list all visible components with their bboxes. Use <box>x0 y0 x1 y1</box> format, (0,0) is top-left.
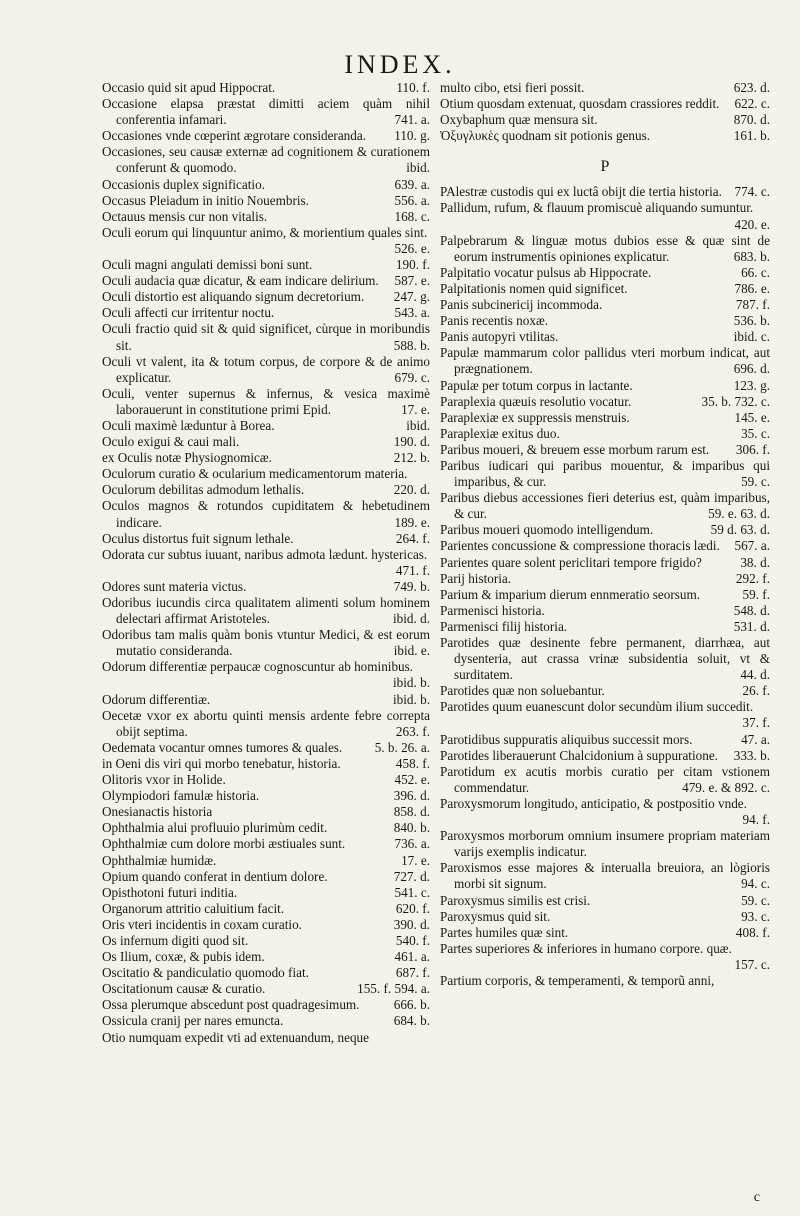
entry-page-ref: 471. f. <box>395 562 430 578</box>
index-entry <box>440 184 770 200</box>
entry-page-ref: 858. d. <box>393 804 430 820</box>
index-entry <box>102 933 430 949</box>
index-entry <box>440 587 770 603</box>
entry-page-ref: 110. g. <box>394 128 430 144</box>
entry-page-ref: 263. f. <box>395 723 430 739</box>
index-entry <box>440 281 770 297</box>
index-entry <box>102 354 430 386</box>
index-entry <box>440 973 770 989</box>
entry-page-ref: 123. g. <box>733 377 770 393</box>
index-entry <box>440 96 770 112</box>
entry-text: Parotides quæ desinente febre permanent, diarrhæa, aut dysenteria, aut crassa vrinæ subsidentia soluit, vt & surditatem. <box>440 635 770 683</box>
index-entry <box>102 209 430 225</box>
index-entry <box>102 740 430 756</box>
entry-page-ref: ibid. c. <box>733 329 770 345</box>
index-entry <box>440 128 770 144</box>
entry-text: Oecetæ vxor ex abortu quinti mensis ardente febre correpta obijt septima. <box>102 707 430 739</box>
entry-text: Parotides quum euanescunt dolor secundùm ilium succedit. <box>440 699 754 715</box>
index-entry <box>440 796 770 828</box>
entry-text: Occasus Pleiadum in initio Nouembris. <box>102 192 309 208</box>
index-entry <box>440 80 770 96</box>
entry-page-ref: 155. f. 594. a. <box>357 981 430 997</box>
entry-page-ref: 59. f. <box>742 586 770 602</box>
entry-page-ref: 541. c. <box>394 884 430 900</box>
entry-page-ref: 59. e. 63. d. <box>708 506 770 522</box>
entry-text: Paroxismos esse majores & interualla breuiora, an lògioris morbi sit signum. <box>440 860 770 892</box>
index-entry <box>102 547 430 579</box>
entry-page-ref: 145. e. <box>734 409 770 425</box>
entry-text: Papulæ mammarum color pallidus vteri morbum indicat, aut prægnationem. <box>440 345 770 377</box>
index-entry <box>102 853 430 869</box>
entry-text: Oculi vt valent, ita & totum corpus, de corpore & de animo explicatur. <box>102 353 430 385</box>
index-entry <box>102 531 430 547</box>
entry-text: Parium & imparium dierum ennmeratio seorsum. <box>440 586 701 602</box>
entry-page-ref: 220. d. <box>393 482 430 498</box>
entry-text: Oculi maximè læduntur à Borea. <box>102 417 275 433</box>
index-entry <box>440 394 770 410</box>
entry-page-ref: 189. e. <box>394 514 430 530</box>
entry-text: Oculi affecti cur irritentur noctu. <box>102 305 275 321</box>
entry-page-ref: 786. e. <box>734 280 770 296</box>
index-entry <box>440 828 770 860</box>
entry-page-ref: ibid. e. <box>393 643 430 659</box>
entry-page-ref: 35. b. 732. c. <box>701 393 770 409</box>
index-entry <box>440 748 770 764</box>
entry-text: Paribus iudicari qui paribus mouentur, & imparibus qui imparibus, & cur. <box>440 457 770 490</box>
entry-text: Panis subcinericij incommoda. <box>440 297 603 313</box>
entry-page-ref: 567. a. <box>734 538 770 554</box>
entry-text: Parientes quare solent periclitari tempore frigido? <box>440 554 702 570</box>
entry-text: Oculi fractio quid sit & quid significet, cùrque in moribundis sit. <box>102 321 430 353</box>
entry-page-ref: 17. e. <box>401 852 430 868</box>
entry-text: Otio numquam expedit vti ad extenuandum, neque <box>102 1029 369 1045</box>
index-entry <box>440 571 770 587</box>
entry-page-ref: 696. d. <box>733 361 770 377</box>
entry-page-ref: 639. a. <box>394 176 430 192</box>
entry-text: Opium quando conferat in dentium dolore. <box>102 868 328 884</box>
index-entry <box>102 289 430 305</box>
index-entry <box>102 885 430 901</box>
index-entry <box>440 200 770 232</box>
entry-page-ref: 540. f. <box>395 932 430 948</box>
entry-text: Ossicula cranij per nares emuncta. <box>102 1013 284 1029</box>
entry-page-ref: 548. d. <box>733 602 770 618</box>
index-entry <box>440 538 770 554</box>
entry-page-ref: 587. e. <box>394 273 430 289</box>
entry-text: Palpitatio vocatur pulsus ab Hippocrate. <box>440 264 652 280</box>
entry-text: in Oeni dis viri qui morbo tenebatur, historia. <box>102 755 341 771</box>
entry-text: Paraplexia quæuis resolutio vocatur. <box>440 393 632 409</box>
entry-text: Odorum differentiæ perpaucæ cognoscuntur ab hominibus. <box>102 659 414 675</box>
index-entry <box>102 1013 430 1029</box>
index-entry <box>440 426 770 442</box>
index-entry <box>440 522 770 538</box>
index-entry <box>102 273 430 289</box>
entry-page-ref: 420. e. <box>734 216 770 232</box>
entry-text: Parotidibus suppuratis aliquibus successit mors. <box>440 731 693 747</box>
index-entry <box>440 555 770 571</box>
index-entry <box>102 321 430 353</box>
entry-text: Oculorum debilitas admodum lethalis. <box>102 482 305 498</box>
index-entry <box>102 80 430 96</box>
entry-page-ref: 531. d. <box>733 618 770 634</box>
entry-page-ref: 93. c. <box>741 908 770 924</box>
index-entry <box>102 627 430 659</box>
entry-page-ref: 38. d. <box>740 554 770 570</box>
index-entry <box>440 345 770 377</box>
entry-page-ref: 264. f. <box>395 530 430 546</box>
entry-text: Octauus mensis cur non vitalis. <box>102 208 268 224</box>
entry-text: Organorum attritio caluitium facit. <box>102 900 285 916</box>
index-entry <box>102 144 430 176</box>
entry-text: Paroxysmorum longitudo, anticipatio, & postpositio vnde. <box>440 795 747 811</box>
entry-text: Olitoris vxor in Holide. <box>102 772 226 788</box>
page-title: INDEX. <box>344 50 456 79</box>
entry-text: Occasiones vnde cœperint ægrotare consideranda. <box>102 128 367 144</box>
entry-page-ref: 727. d. <box>393 868 430 884</box>
index-entry <box>102 193 430 209</box>
index-entry <box>102 418 430 434</box>
entry-page-ref: 94. f. <box>742 812 770 828</box>
entry-page-ref: 536. b. <box>733 313 770 329</box>
entry-page-ref: 47. a. <box>741 731 770 747</box>
index-entry <box>102 869 430 885</box>
index-entry <box>440 233 770 265</box>
index-entry <box>440 860 770 892</box>
entry-page-ref: 66. c. <box>741 264 770 280</box>
entry-text: Palpitationis nomen quid significet. <box>440 280 628 296</box>
entry-text: Paroxysmus quid sit. <box>440 908 551 924</box>
left-column <box>102 80 430 1046</box>
entry-text: Papulæ per totum corpus in lactante. <box>440 377 633 393</box>
entry-page-ref: 5. b. 26. a. <box>374 739 430 755</box>
entry-page-ref: 526. e. <box>394 240 430 256</box>
index-entry <box>440 410 770 426</box>
entry-page-ref: 247. g. <box>393 289 430 305</box>
right-column-p-entries <box>440 184 770 989</box>
entry-page-ref: 687. f. <box>395 965 430 981</box>
entry-text: Oculus distortus fuit signum lethale. <box>102 530 294 546</box>
entry-page-ref: 17. e. <box>401 401 430 417</box>
index-entry <box>102 804 430 820</box>
entry-page-ref: 292. f. <box>735 570 770 586</box>
index-entry <box>440 329 770 345</box>
index-entry <box>440 909 770 925</box>
entry-text: Oculi, venter supernus & infernus, & vesica maximè laborauerunt in constitutione primi Epid. <box>102 385 430 417</box>
entry-text: Otium quosdam extenuat, quosdam crassiores reddit. <box>440 96 720 112</box>
entry-text: Paroxysmus similis est crisi. <box>440 892 591 908</box>
entry-text: Paraplexiæ ex suppressis menstruis. <box>440 409 630 425</box>
catchword: c <box>753 1190 760 1205</box>
entry-page-ref: 622. c. <box>734 96 770 112</box>
entry-text: Ossa plerumque abscedunt post quadragesimum. <box>102 997 360 1013</box>
index-entry <box>440 893 770 909</box>
entry-page-ref: 190. d. <box>393 434 430 450</box>
index-entry <box>440 265 770 281</box>
entry-text: Parientes concussione & compressione thoracis lædi. <box>440 538 720 554</box>
index-entry <box>102 257 430 273</box>
entry-page-ref: 461. a. <box>394 949 430 965</box>
entry-page-ref: 157. c. <box>734 956 770 972</box>
index-entry <box>102 466 430 482</box>
index-entry <box>102 917 430 933</box>
entry-text: Occasione elapsa præstat dimitti aciem quàm nihil conferentia infamari. <box>102 96 430 128</box>
entry-page-ref: 588. b. <box>393 337 430 353</box>
entry-text: Onesianactis historia <box>102 804 213 820</box>
entry-page-ref: 59. c. <box>741 892 770 908</box>
entry-page-ref: 37. f. <box>742 715 770 731</box>
index-entry <box>102 772 430 788</box>
entry-text: Parotides quæ non soluebantur. <box>440 683 605 699</box>
entry-text: Parmenisci filij historia. <box>440 618 568 634</box>
index-entry <box>102 305 430 321</box>
index-entry <box>102 965 430 981</box>
index-entry <box>440 603 770 619</box>
index-entry <box>102 96 430 128</box>
entry-page-ref: 306. f. <box>735 441 770 457</box>
entry-page-ref: ibid. b. <box>393 691 430 707</box>
entry-page-ref: 26. f. <box>742 683 770 699</box>
entry-text: Paribus moueri quomodo intelligendum. <box>440 522 654 538</box>
entry-text: Palpebrarum & linguæ motus dubios esse & quæ sint de eorum instrumentis opiniones explicatur. <box>440 232 770 264</box>
entry-text: Oscitatio & pandiculatio quomodo fiat. <box>102 965 309 981</box>
index-entry <box>102 595 430 627</box>
entry-text: Paraplexiæ exitus duo. <box>440 425 560 441</box>
entry-text: Os infernum digiti quod sit. <box>102 932 249 948</box>
entry-page-ref: 479. e. & 892. c. <box>682 779 770 795</box>
index-entry <box>102 434 430 450</box>
entry-text: Oxybaphum quæ mensura sit. <box>440 112 598 128</box>
entry-page-ref: 212. b. <box>393 450 430 466</box>
entry-page-ref: 556. a. <box>394 192 430 208</box>
entry-page-ref: 679. c. <box>394 369 430 385</box>
entry-page-ref: 333. b. <box>733 747 770 763</box>
entry-text: Odoribus iucundis circa qualitatem alimenti solum hominem delectari affirmat Aristoteles. <box>102 595 430 627</box>
index-entry <box>102 579 430 595</box>
entry-page-ref: 741. a. <box>394 112 430 128</box>
index-entry <box>440 732 770 748</box>
entry-text: Panis autopyri vtilitas. <box>440 329 559 345</box>
entry-page-ref: ibid. d. <box>393 611 430 627</box>
index-entry <box>440 313 770 329</box>
entry-text: Odorata cur subtus iuuant, naribus admota lædunt. hystericas. <box>102 546 428 562</box>
entry-text: Os Ilium, coxæ, & pubis idem. <box>102 949 265 965</box>
index-entry <box>102 498 430 530</box>
entry-text: Odorum differentiæ. <box>102 691 211 707</box>
entry-text: Ophthalmia alui profluuio plurimùm cedit. <box>102 820 328 836</box>
entry-page-ref: 168. c. <box>394 208 430 224</box>
entry-text: Parij historia. <box>440 570 512 586</box>
section-letter: P <box>600 158 610 176</box>
index-entry <box>440 442 770 458</box>
index-entry <box>102 128 430 144</box>
entry-page-ref: 787. f. <box>735 297 770 313</box>
entry-text: Odores sunt materia victus. <box>102 578 247 594</box>
entry-text: ex Oculis notæ Physiognomicæ. <box>102 450 272 466</box>
index-entry <box>102 659 430 691</box>
entry-page-ref: 35. c. <box>741 425 770 441</box>
entry-text: Parotides liberauerunt Chalcidonium à suppuratione. <box>440 747 718 763</box>
entry-text: Ophthalmiæ humidæ. <box>102 852 217 868</box>
entry-page-ref: 749. b. <box>393 578 430 594</box>
index-entry <box>102 450 430 466</box>
entry-text: Odoribus tam malis quàm bonis vtuntur Medici, & est eorum mutatio consideranda. <box>102 627 430 659</box>
entry-text: Paribus moueri, & breuem esse morbum rarum est. <box>440 441 710 457</box>
entry-text: Paribus diebus accessiones fieri deterius est, quàm imparibus, & cur. <box>440 490 770 522</box>
entry-page-ref: 458. f. <box>395 755 430 771</box>
index-entry <box>440 297 770 313</box>
index-entry <box>440 378 770 394</box>
entry-page-ref: ibid. <box>406 417 430 433</box>
entry-page-ref: 390. d. <box>393 916 430 932</box>
entry-page-ref: 110. f. <box>396 80 430 95</box>
entry-text: PAlestræ custodis qui ex luctâ obijt die tertia historia. <box>440 184 722 200</box>
index-entry <box>102 708 430 740</box>
entry-text: Partes humiles quæ sint. <box>440 924 569 940</box>
entry-page-ref: 840. b. <box>393 820 430 836</box>
index-entry <box>102 981 430 997</box>
entry-page-ref: 623. d. <box>733 80 770 95</box>
index-entry <box>102 482 430 498</box>
right-column-continuation <box>440 80 770 144</box>
entry-text: Oculi magni angulati demissi boni sunt. <box>102 257 313 273</box>
index-entry <box>440 635 770 683</box>
index-entry <box>102 386 430 418</box>
entry-text: Opisthotoni futuri inditia. <box>102 884 238 900</box>
index-entry <box>102 756 430 772</box>
index-entry <box>440 925 770 941</box>
entry-page-ref: 396. d. <box>393 788 430 804</box>
entry-page-ref: 59. c. <box>741 474 770 490</box>
entry-page-ref: 161. b. <box>733 128 770 144</box>
entry-text: Ophthalmiæ cum dolore morbi æstiuales sunt. <box>102 836 346 852</box>
entry-text: Oris vteri incidentis in coxam curatio. <box>102 916 302 932</box>
index-entry <box>440 112 770 128</box>
index-entry <box>102 820 430 836</box>
index-entry <box>440 764 770 796</box>
entry-page-ref: 543. a. <box>394 305 430 321</box>
index-entry <box>440 683 770 699</box>
entry-page-ref: 870. d. <box>733 112 770 128</box>
entry-page-ref: 666. b. <box>393 997 430 1013</box>
index-entry <box>102 1030 430 1046</box>
entry-page-ref: 94. c. <box>741 876 770 892</box>
entry-text: Ὀξυγλυκὲς quodnam sit potionis genus. <box>440 128 651 144</box>
entry-text: Oculos magnos & rotundos cupiditatem & hebetudinem indicare. <box>102 498 430 530</box>
entry-text: Partium corporis, & temperamenti, & temporũ anni, <box>440 972 715 988</box>
index-entry <box>102 788 430 804</box>
entry-page-ref: 408. f. <box>735 924 770 940</box>
index-entry <box>102 949 430 965</box>
entry-text: Olympiodori famulæ historia. <box>102 788 260 804</box>
index-entry <box>440 619 770 635</box>
entry-page-ref: 774. c. <box>734 184 770 200</box>
entry-page-ref: 683. b. <box>733 248 770 264</box>
index-entry <box>102 836 430 852</box>
entry-text: Occasionis duplex significatio. <box>102 176 265 192</box>
entry-text: Parmenisci historia. <box>440 602 545 618</box>
entry-text: Oculi audacia quæ dicatur, & eam indicare delirium. <box>102 273 379 289</box>
entry-page-ref: ibid. b. <box>393 675 430 691</box>
entry-text: Oculi distortio est aliquando signum decretorium. <box>102 289 365 305</box>
entry-text: Oculorum curatio & ocularium medicamentorum materia. <box>102 466 408 482</box>
entry-page-ref: 736. a. <box>394 836 430 852</box>
entry-page-ref: 684. b. <box>393 1013 430 1029</box>
entry-text: Panis recentis noxæ. <box>440 313 549 329</box>
entry-page-ref: 620. f. <box>395 900 430 916</box>
index-entry <box>440 490 770 522</box>
entry-text: Paroxysmos morborum omnium insumere propriam materiam varijs exemplis indicatur. <box>440 828 770 860</box>
index-entry <box>440 699 770 731</box>
index-entry <box>102 177 430 193</box>
index-entry <box>440 941 770 973</box>
index-entry <box>102 901 430 917</box>
index-entry <box>102 997 430 1013</box>
entry-text: Oculo exigui & caui mali. <box>102 434 240 450</box>
entry-page-ref: 190. f. <box>395 257 430 273</box>
right-column <box>440 80 770 989</box>
entry-text: Oculi eorum qui linquuntur animo, & morientium quales sint. <box>102 224 428 240</box>
entry-text: multo cibo, etsi fieri possit. <box>440 80 585 95</box>
index-entry <box>440 458 770 490</box>
entry-page-ref: 452. e. <box>394 772 430 788</box>
entry-page-ref: 59 d. 63. d. <box>710 522 770 538</box>
entry-page-ref: ibid. <box>406 160 430 176</box>
index-entry <box>102 225 430 257</box>
entry-page-ref: 44. d. <box>740 667 770 683</box>
entry-text: Pallidum, rufum, & flauum promiscuè aliquando sumuntur. <box>440 200 754 216</box>
entry-text: Occasio quid sit apud Hippocrat. <box>102 80 276 95</box>
entry-text: Occasiones, seu causæ externæ ad cognitionem & curationem conferunt & quomodo. <box>102 144 430 176</box>
entry-text: Oedemata vocantur omnes tumores & quales. <box>102 739 343 755</box>
entry-text: Partes superiores & inferiores in humano corpore. quæ. <box>440 940 732 956</box>
index-entry <box>102 692 430 708</box>
entry-text: Oscitationum causæ & curatio. <box>102 981 266 997</box>
entry-text: Parotidum ex acutis morbis curatio per citam vstionem commendatur. <box>440 763 770 795</box>
